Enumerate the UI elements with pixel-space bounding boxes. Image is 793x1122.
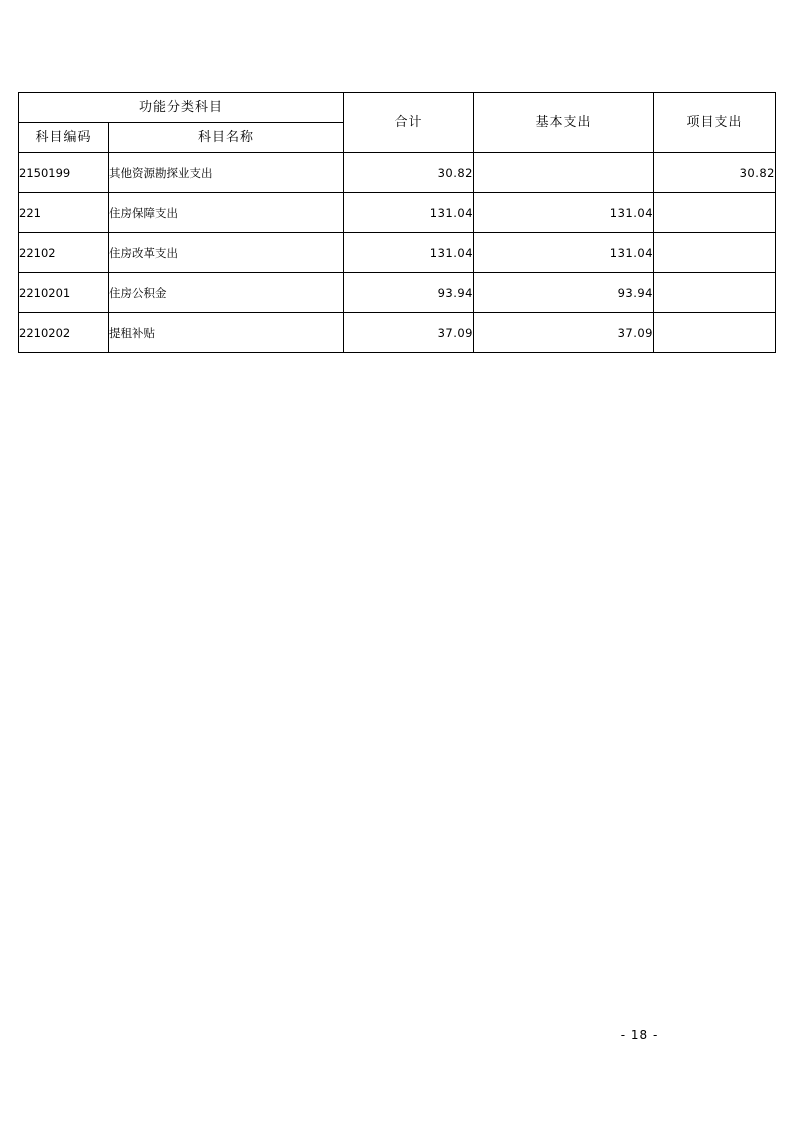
table-header xyxy=(19,93,776,153)
cell-subject-name: 住房保障支出 xyxy=(109,193,344,233)
cell-subject-name: 其他资源勘探业支出 xyxy=(109,153,344,193)
cell-basic-expenditure xyxy=(474,153,654,193)
table-row xyxy=(19,313,776,353)
cell-project-expenditure: 30.82 xyxy=(654,153,776,193)
cell-subject-name: 住房公积金 xyxy=(109,273,344,313)
table-body xyxy=(19,153,776,353)
cell-subject-name: 提租补贴 xyxy=(109,313,344,353)
header-project-expenditure: 项目支出 xyxy=(654,93,776,153)
cell-basic-expenditure: 131.04 xyxy=(474,193,654,233)
cell-subject-code: 221 xyxy=(19,193,109,233)
header-basic-expenditure: 基本支出 xyxy=(474,93,654,153)
cell-total: 93.94 xyxy=(344,273,474,313)
cell-basic-expenditure: 37.09 xyxy=(474,313,654,353)
cell-total: 131.04 xyxy=(344,233,474,273)
cell-subject-code: 2210202 xyxy=(19,313,109,353)
header-subject-code: 科目编码 xyxy=(19,123,109,153)
table-header-row-group xyxy=(19,93,776,123)
cell-project-expenditure xyxy=(654,313,776,353)
cell-project-expenditure xyxy=(654,193,776,233)
cell-project-expenditure xyxy=(654,233,776,273)
cell-subject-name: 住房改革支出 xyxy=(109,233,344,273)
header-functional-category: 功能分类科目 xyxy=(19,93,344,123)
header-total: 合计 xyxy=(344,93,474,153)
budget-expenditure-table xyxy=(18,92,776,353)
cell-subject-code: 2210201 xyxy=(19,273,109,313)
cell-total: 37.09 xyxy=(344,313,474,353)
cell-basic-expenditure: 131.04 xyxy=(474,233,654,273)
cell-basic-expenditure: 93.94 xyxy=(474,273,654,313)
header-subject-name: 科目名称 xyxy=(109,123,344,153)
table-row xyxy=(19,273,776,313)
table-row xyxy=(19,193,776,233)
table-row xyxy=(19,233,776,273)
page-footer xyxy=(0,1028,793,1042)
cell-subject-code: 22102 xyxy=(19,233,109,273)
cell-total: 30.82 xyxy=(344,153,474,193)
page-number-label: - 18 - xyxy=(620,1028,659,1042)
cell-subject-code: 2150199 xyxy=(19,153,109,193)
cell-project-expenditure xyxy=(654,273,776,313)
table-row xyxy=(19,153,776,193)
cell-total: 131.04 xyxy=(344,193,474,233)
